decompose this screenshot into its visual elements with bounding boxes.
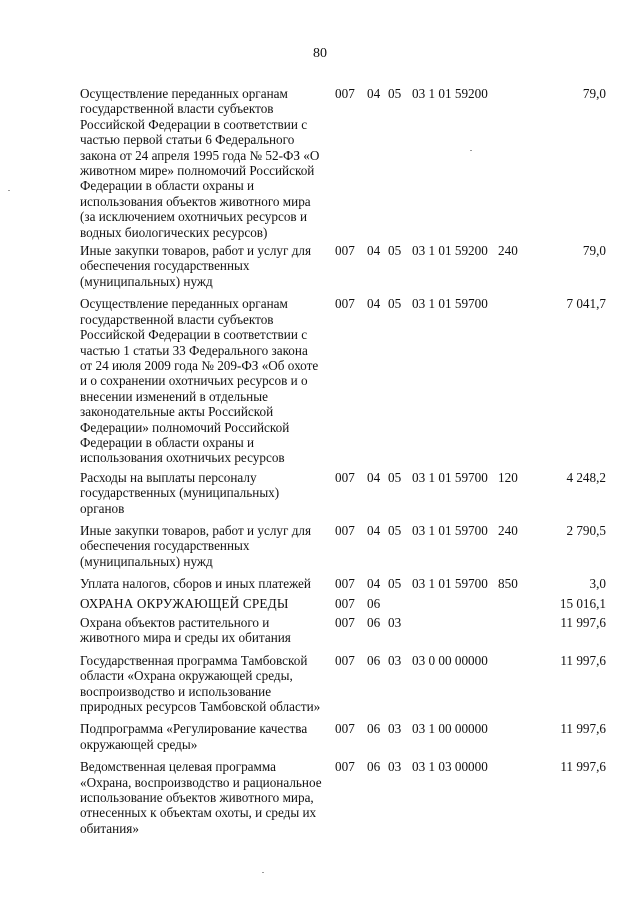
ved-code: 007	[335, 522, 355, 538]
table-row	[80, 243, 610, 289]
row-name: Уплата налогов, сборов и иных платежей	[80, 576, 311, 592]
amount: 11 997,6	[560, 615, 606, 630]
target-article-code: 03 1 00 00000	[412, 721, 488, 737]
ved-code: 007	[335, 652, 355, 668]
ved-code: 007	[335, 576, 355, 592]
amount: 11 997,6	[560, 652, 606, 668]
ved-code: 007	[335, 86, 355, 101]
section-code: 06	[367, 759, 381, 775]
amount: 4 248,2	[566, 469, 606, 485]
amount: 15 016,1	[559, 595, 606, 611]
table-row	[80, 523, 610, 569]
row-name: Расходы на выплаты персоналу государственных (муниципальных) органов	[80, 469, 280, 516]
section-heading: ОХРАНА ОКРУЖАЮЩЕЙ СРЕДЫ	[80, 595, 289, 611]
table-row	[80, 470, 610, 516]
section-code: 04	[367, 86, 381, 101]
amount: 11 997,6	[560, 759, 606, 775]
table-row	[80, 296, 610, 465]
table-row	[80, 721, 610, 752]
subsection-code: 05	[388, 576, 402, 592]
ved-code: 007	[335, 243, 355, 259]
ved-code: 007	[335, 721, 355, 737]
row-name: Осуществление переданных органам государственной власти субъектов Российской Федерации в соответствии с частью первой статьи 6 Федерального закона от 24 апреля 1995 года № 52-ФЗ «О животном мире» полномочий Российской Федерации в области охраны и использования объектов животного мира (за исключением охотничьих ресурсов и водных биологических ресурсов)	[80, 86, 320, 240]
subsection-code: 03	[388, 615, 402, 630]
subsection-code: 03	[388, 721, 402, 737]
expense-type-code: 850	[498, 576, 518, 592]
amount: 79,0	[582, 86, 606, 101]
table-row	[80, 576, 610, 591]
target-article-code: 03 1 01 59200	[412, 86, 488, 101]
subsection-code: 05	[388, 522, 402, 538]
expense-type-code: 240	[498, 243, 518, 259]
expense-type-code: 240	[498, 522, 518, 538]
amount: 7 041,7	[566, 296, 606, 312]
ved-code: 007	[335, 759, 355, 775]
target-article-code: 03 1 01 59700	[412, 469, 488, 485]
table-row	[80, 759, 610, 836]
target-article-code: 03 1 01 59700	[412, 576, 488, 592]
amount: 79,0	[582, 243, 606, 259]
section-code: 06	[367, 615, 381, 630]
ved-code: 007	[335, 615, 355, 630]
scan-speck	[262, 872, 264, 873]
row-name: Ведомственная целевая программа «Охрана, воспроизводство и рациональное использование объектов животного мира, отнесенных к объектам охоты, и среды их обитания»	[80, 759, 322, 836]
section-code: 06	[367, 652, 381, 668]
section-code: 04	[367, 296, 381, 312]
row-name: Иные закупки товаров, работ и услуг для обеспечения государственных (муниципальных) нужд	[80, 522, 312, 569]
target-article-code: 03 1 01 59200	[412, 243, 488, 259]
row-name: Осуществление переданных органам государственной власти субъектов Российской Федерации в соответствии с частью 1 статьи 33 Федерального закона от 24 июля 2009 года № 209-ФЗ «Об охоте и о сохранении охотничьих ресурсов и о внесении изменений в отдельные законодательные акты Российской Федерации» полномочий Российской Федерации в области охраны и использования охотничьих ресурсов	[80, 296, 319, 466]
ved-code: 007	[335, 595, 355, 611]
page-number: 80	[313, 46, 327, 61]
subsection-code: 05	[388, 86, 402, 101]
amount: 2 790,5	[566, 522, 606, 538]
subsection-code: 05	[388, 243, 402, 259]
row-name: Подпрограмма «Регулирование качества окружающей среды»	[80, 721, 308, 752]
section-code: 06	[367, 595, 381, 611]
amount: 3,0	[589, 576, 606, 592]
section-heading-row	[80, 596, 610, 611]
table-row	[80, 653, 610, 715]
budget-table	[80, 86, 610, 836]
ved-code: 007	[335, 469, 355, 485]
subsection-code: 05	[388, 469, 402, 485]
subsection-code: 05	[388, 296, 402, 312]
target-article-code: 03 0 00 00000	[412, 652, 488, 668]
amount: 11 997,6	[560, 721, 606, 737]
expense-type-code: 120	[498, 469, 518, 485]
section-code: 04	[367, 576, 381, 592]
section-code: 04	[367, 243, 381, 259]
row-name: Иные закупки товаров, работ и услуг для обеспечения государственных (муниципальных) нужд	[80, 243, 312, 289]
subsection-code: 03	[388, 759, 402, 775]
table-row	[80, 615, 610, 646]
section-code: 04	[367, 522, 381, 538]
ved-code: 007	[335, 296, 355, 312]
section-code: 06	[367, 721, 381, 737]
section-code: 04	[367, 469, 381, 485]
subsection-code: 03	[388, 652, 402, 668]
scan-speck	[8, 190, 10, 191]
table-row	[80, 86, 610, 240]
row-name: Государственная программа Тамбовской области «Охрана окружающей среды, воспроизводство и использование природных ресурсов Тамбовской области»	[80, 652, 321, 715]
target-article-code: 03 1 03 00000	[412, 759, 488, 775]
target-article-code: 03 1 01 59700	[412, 296, 488, 312]
row-name: Охрана объектов растительного и животного мира и среды их обитания	[80, 615, 291, 646]
scan-speck	[470, 150, 472, 151]
target-article-code: 03 1 01 59700	[412, 522, 488, 538]
